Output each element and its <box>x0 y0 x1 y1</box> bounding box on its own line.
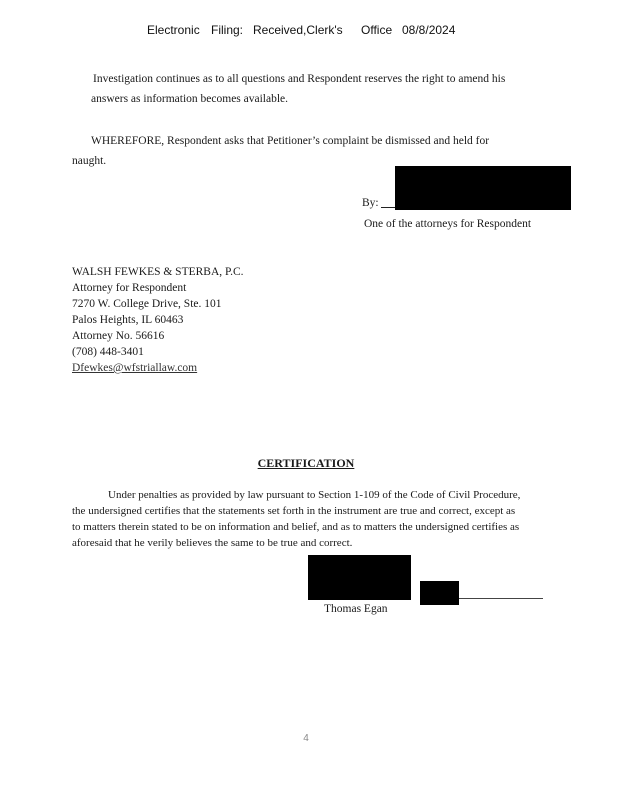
header-office: Office <box>361 23 393 37</box>
redacted-signature-1 <box>308 555 411 600</box>
para1-line1: Investigation continues as to all questions and Respondent reserves the right to amend his <box>93 73 506 85</box>
cert-line2: the undersigned certifies that the statements set forth in the instrument are true and correct, except as <box>72 505 516 517</box>
page-number: 4 <box>303 733 309 744</box>
firm-attorney-no: Attorney No. 56616 <box>72 330 165 342</box>
cert-line4: aforesaid that he verily believes the same to be true and correct. <box>72 537 353 549</box>
redacted-signature <box>395 166 571 210</box>
redacted-signature-2 <box>420 581 459 605</box>
firm-role: Attorney for Respondent <box>72 282 187 294</box>
by-label: By: <box>362 197 379 209</box>
cert-line3: to matters therein stated to be on information and belief, and as to matters the undersigned certifies as <box>72 521 520 533</box>
para2-line1: WHEREFORE, Respondent asks that Petitioner’s complaint be dismissed and held for <box>91 135 490 147</box>
firm-name: WALSH FEWKES & STERBA, P.C. <box>72 266 244 278</box>
attorney-caption: One of the attorneys for Respondent <box>364 218 532 230</box>
header-date: 08/8/2024 <box>402 23 456 37</box>
certification-title: CERTIFICATION <box>257 456 355 470</box>
para2-line2: naught. <box>72 155 107 167</box>
cert-signature-line <box>459 598 543 599</box>
para1-line2: answers as information becomes available. <box>91 93 289 105</box>
header-filing: Filing: <box>211 23 244 37</box>
firm-phone: (708) 448-3401 <box>72 346 144 358</box>
firm-address2: Palos Heights, IL 60463 <box>72 314 184 326</box>
firm-email-link[interactable]: Dfewkes@wfstriallaw.com <box>72 362 198 374</box>
cert-line1: Under penalties as provided by law pursuant to Section 1-109 of the Code of Civil Procedure, <box>108 489 521 501</box>
signer-name: Thomas Egan <box>324 603 388 615</box>
firm-address1: 7270 W. College Drive, Ste. 101 <box>72 298 222 310</box>
header-received: Received,Clerk's <box>253 23 343 37</box>
header-electronic: Electronic <box>147 23 200 37</box>
